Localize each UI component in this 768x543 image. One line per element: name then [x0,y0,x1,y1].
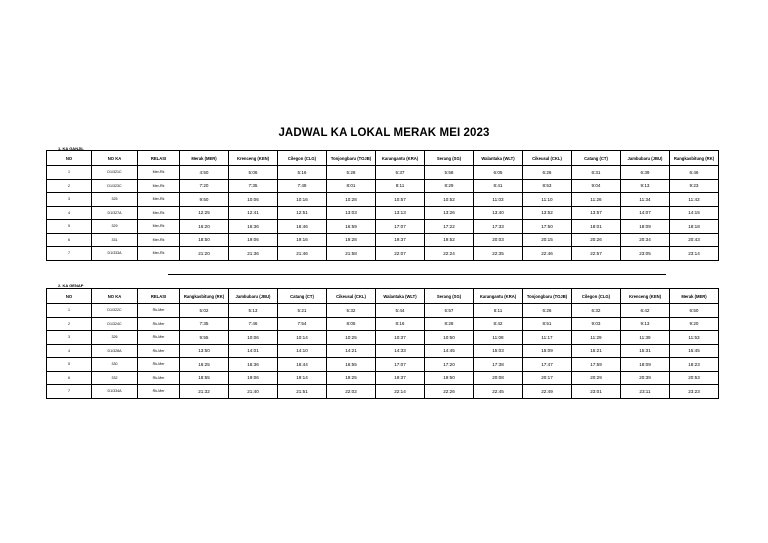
table-cell: 5:57 [425,304,474,318]
table-cell: 331 [92,233,138,247]
table-cell: 7:20 [180,179,229,193]
table-cell: 6:26 [523,304,572,318]
column-header: Rangkasbitung (RK) [180,289,229,304]
table-cell: 19:06 [229,371,278,385]
table-cell: 22:49 [523,385,572,399]
table-cell: 22:24 [425,247,474,261]
table-cell: 16:20 [180,220,229,234]
table-cell: 7:49 [278,179,327,193]
table-row [47,193,719,207]
table-cell: 6:26 [523,166,572,180]
column-header: Merak (MER) [670,289,719,304]
table-cell: 20:17 [523,371,572,385]
table-row [47,304,719,318]
table-cell: 9:13 [621,317,670,331]
table-cell: 8:51 [523,317,572,331]
table-cell: 4 [47,206,92,220]
table-cell: Rk-Mer [138,371,180,385]
column-header: Cikeusal (CKL) [327,289,376,304]
schedule-table-genap [46,288,719,399]
table-cell: 8:16 [376,317,425,331]
column-header: RELASI [138,151,180,166]
table-cell: 10:50 [425,331,474,345]
column-header: Jambubaru (JBU) [229,289,278,304]
table-cell: 20:26 [572,233,621,247]
column-header: Karangantu (KRA) [474,289,523,304]
table-cell: 6:42 [621,304,670,318]
table-cell: D1/323C [92,179,138,193]
table-cell: 20:08 [474,371,523,385]
table-cell: 18:09 [621,220,670,234]
table-cell: 23:11 [621,385,670,399]
table-cell: 5:21 [278,304,327,318]
table-row [47,166,719,180]
table-cell: 6:05 [474,166,523,180]
table-cell: 11:10 [523,193,572,207]
table-cell: 13:52 [523,206,572,220]
table-cell: 21:58 [327,247,376,261]
table-cell: 5:02 [180,304,229,318]
table-cell: 15:03 [474,344,523,358]
table-cell: 10:06 [229,193,278,207]
table-cell: 19:28 [327,233,376,247]
header-row [47,289,719,304]
table-cell: 17:07 [376,358,425,372]
table-cell: 9:04 [572,179,621,193]
table-cell: 19:16 [278,233,327,247]
table-cell: D1/324C [92,317,138,331]
table-cell: 17:47 [523,358,572,372]
table-cell: 9:13 [621,179,670,193]
table-cell: 7:46 [229,317,278,331]
table-row [47,358,719,372]
table-cell: 8:28 [425,317,474,331]
table-cell: 7:35 [229,179,278,193]
table-cell: 14:15 [670,206,719,220]
table-cell: 5:32 [327,304,376,318]
section-label-genap: 2. KA GENAP [58,283,84,288]
table-cell: 20:39 [621,371,670,385]
table-cell: 8:29 [425,179,474,193]
table-cell: 10:16 [278,193,327,207]
table-cell: 8:41 [474,179,523,193]
table-row [47,206,719,220]
table-row [47,385,719,399]
table-cell: 7 [47,247,92,261]
table-cell: 11:34 [621,193,670,207]
table-cell: 20:03 [474,233,523,247]
table-cell: 22:57 [572,247,621,261]
header-row [47,151,719,166]
column-header: Catang (CT) [278,289,327,304]
table-cell: 17:38 [474,358,523,372]
table-cell: 8:11 [376,179,425,193]
table-cell: 8:42 [474,317,523,331]
table-cell: 11:08 [474,331,523,345]
table-row [47,179,719,193]
table-cell: 21:20 [180,247,229,261]
table-row [47,344,719,358]
table-cell: 20:15 [523,233,572,247]
table-cell: 11:29 [572,331,621,345]
table-cell: 17:07 [376,220,425,234]
table-cell: Mer-Rk [138,166,180,180]
table-cell: 10:14 [278,331,327,345]
table-cell: D1/328A [92,344,138,358]
table-cell: 16:36 [229,220,278,234]
table-cell: 6:31 [572,166,621,180]
table-cell: 22:46 [523,247,572,261]
column-header: Rangkasbitung (RK) [670,151,719,166]
column-header: Cilegon (CLG) [278,151,327,166]
table-cell: 18:23 [670,358,719,372]
table-cell: 6:46 [670,166,719,180]
table-cell: 16:36 [229,358,278,372]
table-cell: 11:39 [621,331,670,345]
table-cell: 10:57 [376,193,425,207]
table-cell: 14:45 [425,344,474,358]
column-header: NO KA [92,151,138,166]
table-cell: 2 [47,179,92,193]
table-cell: 23:01 [572,385,621,399]
table-cell: 5:37 [376,166,425,180]
table-cell: 5 [47,358,92,372]
table-cell: 12:41 [229,206,278,220]
table-cell: 21:40 [229,385,278,399]
table-cell: 18:50 [180,233,229,247]
table-cell: Mer-Rk [138,220,180,234]
table-cell: D1/327A [92,206,138,220]
table-cell: 6:39 [621,166,670,180]
table-cell: 23:05 [621,247,670,261]
table-cell: 10:28 [327,193,376,207]
section-divider [168,274,666,275]
table-cell: 17:59 [572,358,621,372]
table-cell: Mer-Rk [138,193,180,207]
table-cell: 11:03 [474,193,523,207]
column-header: Tonjongbaru (TOJB) [327,151,376,166]
table-cell: 8:53 [523,179,572,193]
table-cell: 5:58 [425,166,474,180]
table-cell: 23:14 [670,247,719,261]
table-cell: 13:40 [474,206,523,220]
table-cell: 12:25 [180,206,229,220]
table-cell: Mer-Rk [138,247,180,261]
table-cell: 19:25 [327,371,376,385]
table-cell: 23:23 [670,385,719,399]
table-cell: 13:57 [572,206,621,220]
table-cell: 16:44 [278,358,327,372]
table-cell: 13:13 [376,206,425,220]
table-cell: 21:51 [278,385,327,399]
table-cell: 10:37 [376,331,425,345]
table-cell: Rk-Mer [138,317,180,331]
table-cell: 16:46 [278,220,327,234]
table-cell: 5:13 [229,304,278,318]
table-cell: 18:55 [180,371,229,385]
table-cell: D1/334A [92,385,138,399]
table-cell: 18:18 [670,220,719,234]
section-label-ganjil: 1. KA GANJIL [58,146,84,151]
table-cell: 17:20 [425,358,474,372]
table-cell: 2 [47,317,92,331]
table-cell: 14:33 [376,344,425,358]
table-cell: 17:50 [523,220,572,234]
table-cell: Rk-Mer [138,304,180,318]
column-header: Merak (MER) [180,151,229,166]
table-cell: 14:21 [327,344,376,358]
table-cell: 11:53 [670,331,719,345]
table-cell: 22:02 [327,385,376,399]
table-cell: Rk-Mer [138,344,180,358]
table-cell: 6:32 [572,304,621,318]
table-row [47,233,719,247]
table-cell: 15:45 [670,344,719,358]
table-cell: D1/322C [92,304,138,318]
column-header: Walantaka (WLT) [376,289,425,304]
table-cell: D1/321C [92,166,138,180]
table-cell: 4 [47,344,92,358]
table-cell: 21:46 [278,247,327,261]
column-header: Karangantu (KRA) [376,151,425,166]
column-header: Cilegon (CLG) [572,289,621,304]
table-cell: 20:34 [621,233,670,247]
table-cell: 15:09 [523,344,572,358]
table-cell: 22:14 [376,385,425,399]
column-header: Catang (CT) [572,151,621,166]
table-cell: 9:20 [670,317,719,331]
table-cell: 325 [92,193,138,207]
column-header: Walantaka (WLT) [474,151,523,166]
table-cell: 22:35 [474,247,523,261]
page-title: JADWAL KA LOKAL MERAK MEI 2023 [278,127,490,139]
table-cell: 332 [92,371,138,385]
table-cell: Rk-Mer [138,331,180,345]
table-row [47,331,719,345]
table-cell: 5 [47,220,92,234]
table-cell: 1 [47,304,92,318]
table-cell: Mer-Rk [138,206,180,220]
table-cell: 19:52 [425,233,474,247]
table-cell: 13:26 [425,206,474,220]
table-cell: 19:50 [425,371,474,385]
table-cell: 3 [47,193,92,207]
table-cell: 10:25 [327,331,376,345]
table-cell: 6:11 [474,304,523,318]
table-cell: 19:37 [376,371,425,385]
table-cell: 4:50 [180,166,229,180]
column-header: NO [47,289,92,304]
table-cell: 16:59 [327,220,376,234]
table-cell: 12:51 [278,206,327,220]
table-cell: Mer-Rk [138,179,180,193]
table-cell: 14:07 [621,206,670,220]
table-cell: 6 [47,371,92,385]
table-cell: 330 [92,358,138,372]
table-cell: 326 [92,331,138,345]
table-cell: 14:10 [278,344,327,358]
column-header: Krenceng (KEN) [229,151,278,166]
table-cell: 10:06 [229,331,278,345]
table-row [47,220,719,234]
column-header: NO KA [92,289,138,304]
table-cell: 5:44 [376,304,425,318]
table-cell: 5:16 [278,166,327,180]
table-cell: 17:33 [474,220,523,234]
table-cell: 20:53 [670,371,719,385]
column-header: Tonjongbaru (TOJB) [523,289,572,304]
table-cell: 21:36 [229,247,278,261]
table-cell: 7 [47,385,92,399]
table-cell: 14:01 [229,344,278,358]
table-cell: 18:01 [572,220,621,234]
table-cell: 8:01 [327,179,376,193]
table-row [47,247,719,261]
table-cell: 11:26 [572,193,621,207]
table-cell: 16:25 [180,358,229,372]
table-cell: Rk-Mer [138,385,180,399]
column-header: Cikeusal (CKL) [523,151,572,166]
column-header: NO [47,151,92,166]
table-cell: 22:26 [425,385,474,399]
table-cell: 15:21 [572,344,621,358]
table-cell: 10:52 [425,193,474,207]
table-cell: 9:03 [572,317,621,331]
table-cell: 5:28 [327,166,376,180]
table-cell: 18:09 [621,358,670,372]
table-cell: Rk-Mer [138,358,180,372]
table-row [47,317,719,331]
column-header: Serang (SG) [425,289,474,304]
table-cell: 19:06 [229,233,278,247]
table-cell: 8:05 [327,317,376,331]
table-cell: 22:07 [376,247,425,261]
table-cell: 6:50 [670,304,719,318]
table-cell: 9:55 [180,331,229,345]
table-cell: 20:29 [572,371,621,385]
table-cell: 13:50 [180,344,229,358]
table-cell: 7:35 [180,317,229,331]
table-cell: 5:06 [229,166,278,180]
schedule-table-ganjil [46,150,719,261]
table-cell: D1/333A [92,247,138,261]
table-cell: 19:37 [376,233,425,247]
table-cell: 21:32 [180,385,229,399]
table-cell: 20:43 [670,233,719,247]
table-cell: 13:03 [327,206,376,220]
table-cell: 7:54 [278,317,327,331]
table-cell: 9:23 [670,179,719,193]
table-cell: Mer-Rk [138,233,180,247]
table-cell: 16:55 [327,358,376,372]
table-cell: 19:14 [278,371,327,385]
table-cell: 3 [47,331,92,345]
table-cell: 11:43 [670,193,719,207]
table-cell: 17:22 [425,220,474,234]
table-cell: 9:50 [180,193,229,207]
column-header: RELASI [138,289,180,304]
table-cell: 329 [92,220,138,234]
column-header: Serang (SG) [425,151,474,166]
column-header: Krenceng (KEN) [621,289,670,304]
column-header: Jambubaru (JBU) [621,151,670,166]
table-cell: 6 [47,233,92,247]
table-cell: 22:45 [474,385,523,399]
table-cell: 1 [47,166,92,180]
table-row [47,371,719,385]
table-cell: 15:31 [621,344,670,358]
table-cell: 11:17 [523,331,572,345]
